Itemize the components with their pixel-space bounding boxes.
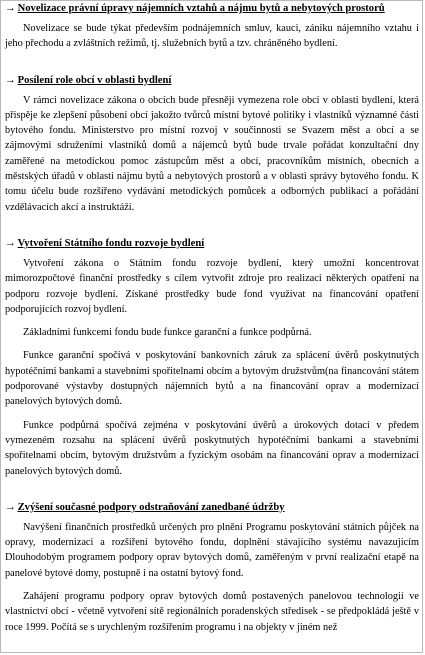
paragraph: Navýšení finančních prostředků určených pro plnění Programu poskytování státních půjček na opravy, modernizaci a rozšíření bytového fondu, doplnění stávajícího systému navazujícím Dlouhodobým programem podpory oprav bytových domů, zaměřeným v první realizační etapě na panelové bytové domy, postupně i na ostatní bytový fond. [5, 521, 419, 579]
paragraph: Základními funkcemi fondu bude funkce garanční a funkce podpůrná. [23, 327, 312, 339]
arrow-right-icon: → [5, 74, 16, 86]
arrow-right-icon: → [5, 3, 16, 14]
paragraph: Zahájení programu podpory oprav bytových domů postavených panelovou technologií ve vlastnictví obcí - včetně vytvoření sítě regionálních poradenských středisek - se předpokládá ještě v roce 1999. Počítá se s urychleným rozšířením programu i na objekty v jiném než [5, 591, 419, 633]
document-content [5, 2, 419, 635]
paragraph: Novelizace se bude týkat především podnájemních smluv, kauci, zániku nájemního vztahu i jeho přechodu a zvláštních režimů, tj. služebních bytů a tzv. chráněného bydlení. [5, 23, 419, 50]
arrow-right-icon: → [5, 237, 16, 249]
paragraph: Funkce podpůrná spočívá zejména v poskytování úvěrů a úrokových dotací v předem vymezeném rozsahu na splácení úvěrů poskytnutých hypotéčními bankami a stavebními spořitelnami obcím, bytovým družstvům a fyzickým osobám na financování oprav a modernizací panelových bytových domů. [5, 419, 419, 477]
paragraph: Vytvoření zákona o Státním fondu rozvoje bydlení, který umožní koncentrovat mimorozpočtové finanční prostředky s cílem vytvořit zdroje pro realizaci některých opatření na podporu rozvoje bydlení. Získané prostředky bude fond využívat na financování opatření podporujících rozvoj bydlení. [5, 257, 419, 315]
arrow-right-icon: → [5, 501, 16, 513]
section-heading: → Posílení role obcí v oblasti bydlení [5, 74, 172, 86]
section-heading: → Vytvoření Státního fondu rozvoje bydlení [5, 237, 205, 249]
paragraph: Funkce garanční spočívá v poskytování bankovních záruk za splácení úvěrů poskytnutých hypotéčními bankami a stavebními spořitelnami obcím a bytovým družstvům(na financování státem podporované výstavby dostupných nájemních bytů a na financování oprav a modernizací panelových bytových domů. [5, 350, 419, 408]
paragraph: V rámci novelizace zákona o obcích bude přesněji vymezena role obcí v oblasti bydlení, která přispěje ke zlepšení působení obcí jakožto tvůrců místní bytové politiky i vlastníků významné části bytového fondu. Ministerstvo pro místní rozvoj v součinnosti se Svazem měst a obcí a se zájmovými sdruženími vlastníků domů a nájemců bytů bude trvale pořádat konzultační dny zaměřené na metodickou pomoc zástupcům měst a obcí, pracovníkům místních, obecních a městských úřadů v oblasti nájmu bytů a nebytových prostorů a v oblasti správy bytového fondu. K tomu účelu bude rozšířeno vydávání metodických pomůcek a odborných publikací a pořádání vzdělávacích akcí a instruktáží. [5, 94, 419, 213]
section-heading: → Zvýšení současné podpory odstraňování zanedbané údržby [5, 501, 285, 513]
section-heading: → Novelizace právní úpravy nájemních vztahů a nájmu bytů a nebytových prostorů [5, 3, 385, 14]
